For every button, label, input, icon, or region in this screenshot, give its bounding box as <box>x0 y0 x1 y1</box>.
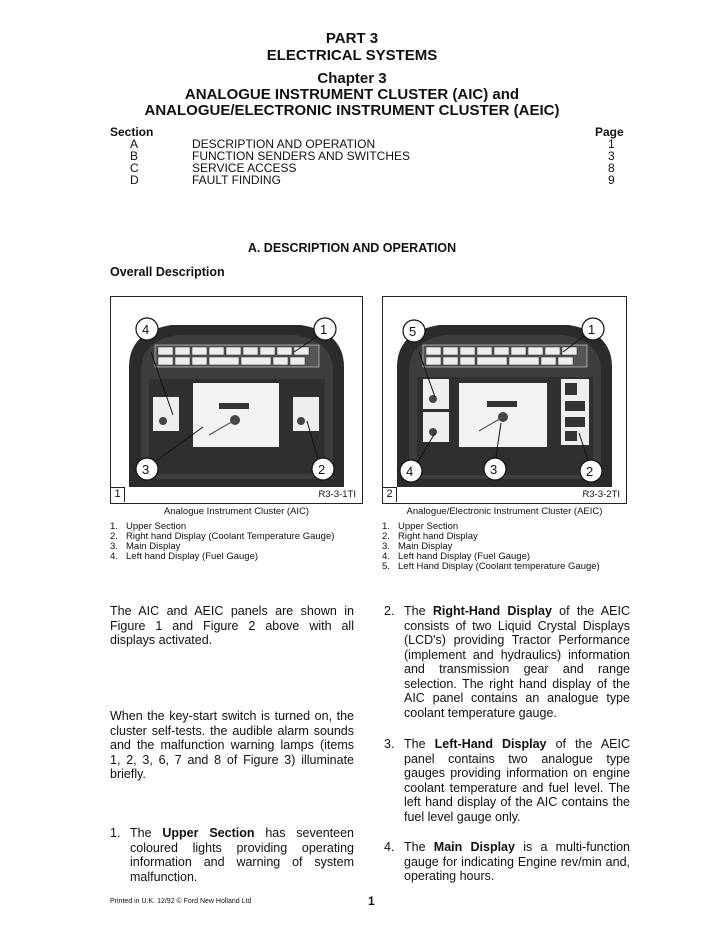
figure-2-legend <box>382 522 600 572</box>
callout-2: 2 <box>586 464 594 479</box>
list-item: 5. Left Hand Display (Coolant temperature Gauge) <box>382 561 600 572</box>
toc-page: 3 <box>608 149 615 163</box>
item-upper-section: 1. The Upper Section has seventeen coloured lights providing operating information and warning of system malfunction. <box>110 826 354 884</box>
figure-1-caption: Analogue Instrument Cluster (AIC) <box>163 506 310 517</box>
section-heading: A. DESCRIPTION AND OPERATION <box>247 241 457 255</box>
item-main-display: 4. The Main Display is a multi-function gauge for indicating Engine rev/min and, operating hours. <box>384 840 630 883</box>
callout-2: 2 <box>318 462 326 477</box>
list-item: 4. Left hand Display (Fuel Gauge) <box>382 551 531 562</box>
toc-page: 9 <box>608 173 615 187</box>
self-test-paragraph: When the key-start switch is turned on, the cluster self-tests. the audible alarm sounds and the malfunction warning lamps (items 1, 2, 3, 6, 7 and 8 of Figure 3) illuminate briefly. <box>110 709 354 781</box>
figure-2-caption: Analogue/Electronic Instrument Cluster (AEIC) <box>406 506 603 517</box>
chapter-title-line1: ANALOGUE INSTRUMENT CLUSTER (AIC) and <box>184 86 520 103</box>
figure-1 <box>110 296 363 504</box>
list-item: 2. Right hand Display (Coolant Temperature Gauge) <box>110 531 335 542</box>
toc-page-label: Page <box>595 125 624 139</box>
toc-page: 1 <box>608 137 615 151</box>
list-item: 2. Right hand Display <box>382 531 478 542</box>
toc-title: FAULT FINDING <box>192 173 281 187</box>
toc-title: SERVICE ACCESS <box>192 161 297 175</box>
list-item: 1. Upper Section <box>382 521 459 532</box>
callout-4: 4 <box>142 322 150 337</box>
toc-letter: C <box>130 161 139 175</box>
list-item: 3. Main Display <box>110 541 181 552</box>
intro-paragraph: The AIC and AEIC panels are shown in Figure 1 and Figure 2 above with all displays activated. <box>110 604 354 647</box>
chapter-number: Chapter 3 <box>317 70 387 87</box>
toc-title: FUNCTION SENDERS AND SWITCHES <box>192 149 411 163</box>
callout-3: 3 <box>490 462 498 477</box>
callout-4: 4 <box>406 464 414 479</box>
subheading: Overall Description <box>110 265 225 279</box>
figure-number: 1 <box>111 487 125 502</box>
callout-1: 1 <box>588 322 596 337</box>
toc-letter: D <box>130 173 139 187</box>
toc-letter: B <box>130 149 139 163</box>
figure-2 <box>382 296 627 504</box>
figure-number: 2 <box>383 487 397 502</box>
print-notice: Printed in U.K. 12/92 © Ford New Holland Ltd <box>110 898 252 905</box>
toc-letter: A <box>130 137 139 151</box>
toc-page: 8 <box>608 161 615 175</box>
page-number: 1 <box>368 894 375 908</box>
toc-section-label: Section <box>110 125 154 139</box>
callout-3: 3 <box>142 462 150 477</box>
figure-reference: R3-3-1TI <box>318 489 356 500</box>
toc-title: DESCRIPTION AND OPERATION <box>192 137 376 151</box>
part-number: PART 3 <box>325 30 379 47</box>
item-left-hand-display: 3. The Left-Hand Display of the AEIC panel contains two analogue type gauges providing information on engine coolant temperature and fuel level. The left hand display of the AIC contains the fuel level gauge only. <box>384 737 631 824</box>
callout-1: 1 <box>320 322 328 337</box>
item-right-hand-display: 2. The Right-Hand Display of the AEIC consists of two Liquid Crystal Displays (LCD's) providing Tractor Performance (implement and hydraulics) information and transmission gear and range selection. The right hand display of the AIC panel contains an analogue type coolant temperature gauge. <box>384 604 630 720</box>
figure-1-legend <box>110 522 334 562</box>
list-item: 3. Main Display <box>382 541 453 552</box>
figure-reference: R3-3-2TI <box>582 489 620 500</box>
part-title: ELECTRICAL SYSTEMS <box>266 47 438 64</box>
callout-5: 5 <box>409 324 417 339</box>
list-item: 4. Left hand Display (Fuel Gauge) <box>110 551 259 562</box>
list-item: 1. Upper Section <box>110 521 187 532</box>
chapter-title-line2: ANALOGUE/ELECTRONIC INSTRUMENT CLUSTER (AEIC) <box>144 102 560 119</box>
